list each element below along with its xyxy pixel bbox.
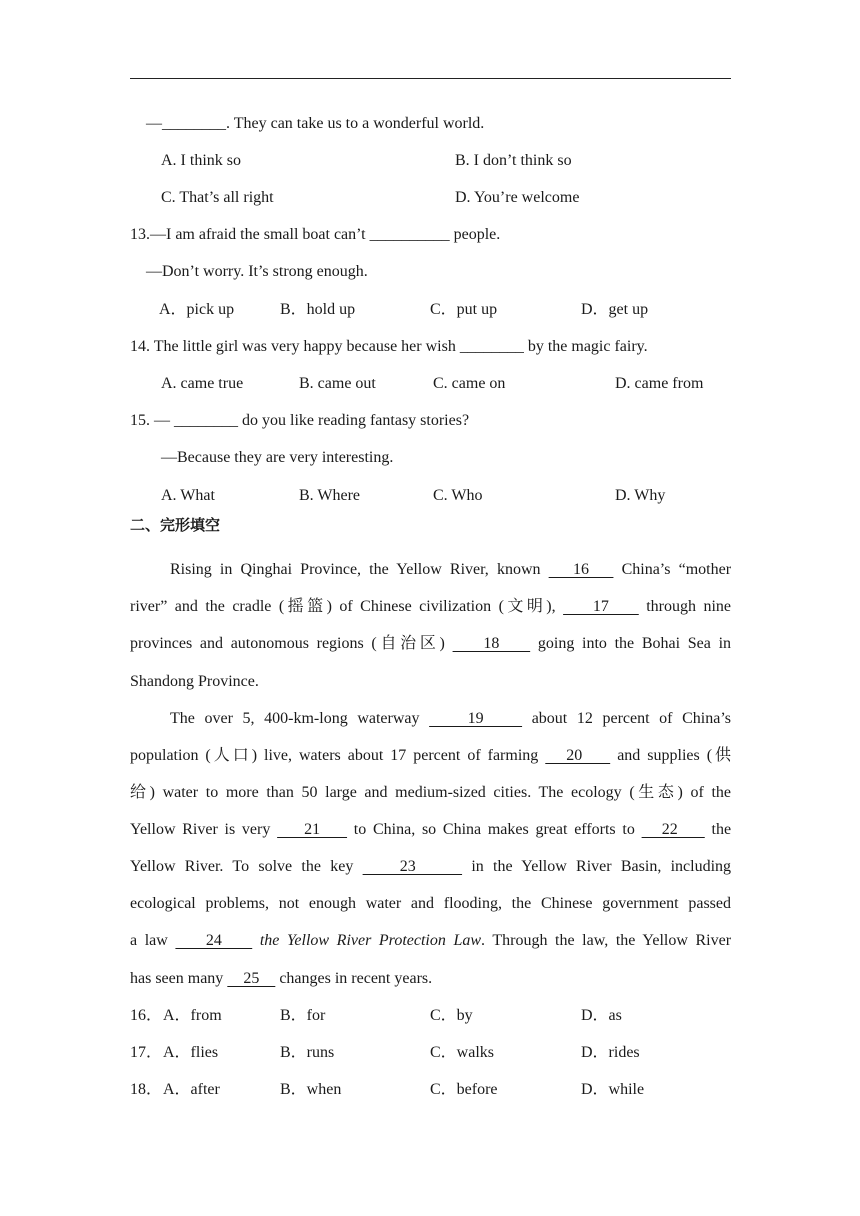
- passage-line: [130, 931, 731, 951]
- q14-option-d: D. came from: [615, 375, 704, 392]
- q15-option-c: C. Who: [433, 487, 483, 504]
- q16-number: 16．: [130, 1007, 163, 1024]
- passage-text: the: [711, 821, 732, 838]
- section-heading: 二、完形填空: [130, 516, 221, 534]
- law-title: the Yellow River Protection Law: [259, 932, 482, 949]
- q14-option-b: B. came out: [299, 375, 376, 392]
- q12-option-d: D. You’re welcome: [455, 189, 580, 206]
- blank-19: 19: [429, 710, 523, 727]
- passage-text: 给) water to more than 50 large and medium-sized cities. The ecology (生态) of the: [130, 784, 731, 801]
- passage-text: river” and the cradle (摇篮) of Chinese civilization (文明),: [130, 598, 556, 615]
- passage-line: [130, 783, 731, 803]
- q17-option-c: C．walks: [430, 1044, 495, 1061]
- passage-text: through nine: [646, 598, 732, 615]
- q12-stem: —________. They can take us to a wonderful world.: [146, 115, 485, 132]
- passage-line: [130, 969, 432, 989]
- passage-line: Shandong Province.: [130, 673, 259, 690]
- q15-option-a: A. What: [161, 487, 215, 504]
- q16-option-b: B．for: [280, 1007, 326, 1024]
- passage-text: Yellow River. To solve the key: [130, 858, 354, 875]
- q13-option-d: D．get up: [581, 301, 649, 318]
- q14-option-a: A. came true: [161, 375, 244, 392]
- passage-text: ecological problems, not enough water and flooding, the Chinese government passed: [130, 895, 731, 912]
- passage-text: to China, so China makes great efforts to: [353, 821, 635, 838]
- passage-line: [130, 857, 731, 877]
- q17-option-b: B．runs: [280, 1044, 335, 1061]
- q12-option-b: B. I don’t think so: [455, 152, 572, 169]
- passage-line: [170, 709, 731, 729]
- q17-option-d: D．rides: [581, 1044, 640, 1061]
- passage-line: [130, 634, 731, 654]
- passage-text: in the Yellow River Basin, including: [471, 858, 732, 875]
- passage-text: going into the Bohai Sea in: [537, 635, 732, 652]
- passage-text: population (人口) live, waters about 17 percent of farming: [130, 747, 539, 764]
- passage-text: a law: [130, 932, 168, 949]
- q15-reply: —Because they are very interesting.: [161, 449, 394, 466]
- q15-stem: 15. — ________ do you like reading fantasy stories?: [130, 412, 470, 429]
- q16-option-a: A．from: [163, 1007, 222, 1024]
- passage-text: Yellow River is very: [130, 821, 271, 838]
- q17-number: 17．: [130, 1044, 163, 1061]
- passage-text: Rising in Qinghai Province, the Yellow River, known: [170, 561, 541, 578]
- q16-option-c: C．by: [430, 1007, 473, 1024]
- q13-option-b: B．hold up: [280, 301, 356, 318]
- q16-option-d: D．as: [581, 1007, 622, 1024]
- q17-option-a: A．flies: [163, 1044, 219, 1061]
- q18-option-b: B．when: [280, 1081, 342, 1098]
- passage-text: . Through the law, the Yellow River: [481, 932, 732, 949]
- header-rule: [130, 78, 731, 79]
- q18-number: 18．: [130, 1081, 163, 1098]
- passage-line: [130, 746, 731, 766]
- blank-22: 22: [641, 821, 705, 838]
- blank-18: 18: [452, 635, 531, 652]
- q18-option-c: C．before: [430, 1081, 498, 1098]
- passage-text: has seen many: [130, 970, 224, 987]
- passage-text: about 12 percent of China’s: [531, 710, 732, 727]
- q13-option-c: C．put up: [430, 301, 498, 318]
- blank-16: 16: [548, 561, 614, 578]
- q15-option-d: D. Why: [615, 487, 666, 504]
- passage-line: [170, 560, 731, 580]
- blank-24: 24: [175, 932, 253, 949]
- blank-17: 17: [563, 598, 639, 615]
- blank-23: 23: [362, 858, 463, 875]
- blank-20: 20: [545, 747, 611, 764]
- blank-25: 25: [227, 970, 276, 987]
- q15-option-b: B. Where: [299, 487, 361, 504]
- passage-text: changes in recent years.: [279, 970, 433, 987]
- passage-text: and supplies (供: [617, 747, 732, 764]
- q13-option-a: A．pick up: [159, 301, 235, 318]
- passage-text: The over 5, 400-km-long waterway: [170, 710, 420, 727]
- passage-line: [130, 597, 731, 617]
- q12-option-c: C. That’s all right: [161, 189, 274, 206]
- q14-stem: 14. The little girl was very happy because her wish ________ by the magic fairy.: [130, 338, 648, 355]
- passage-line: [130, 820, 731, 840]
- passage-line: [130, 894, 731, 914]
- q18-option-a: A．after: [163, 1081, 220, 1098]
- passage-text: provinces and autonomous regions (自治区): [130, 635, 445, 652]
- q12-option-a: A. I think so: [161, 152, 241, 169]
- q18-option-d: D．while: [581, 1081, 645, 1098]
- blank-21: 21: [277, 821, 348, 838]
- passage-text: China’s “mother: [621, 561, 732, 578]
- q13-reply: —Don’t worry. It’s strong enough.: [146, 263, 368, 280]
- q14-option-c: C. came on: [433, 375, 506, 392]
- q13-stem: 13.—I am afraid the small boat can’t __________ people.: [130, 226, 501, 243]
